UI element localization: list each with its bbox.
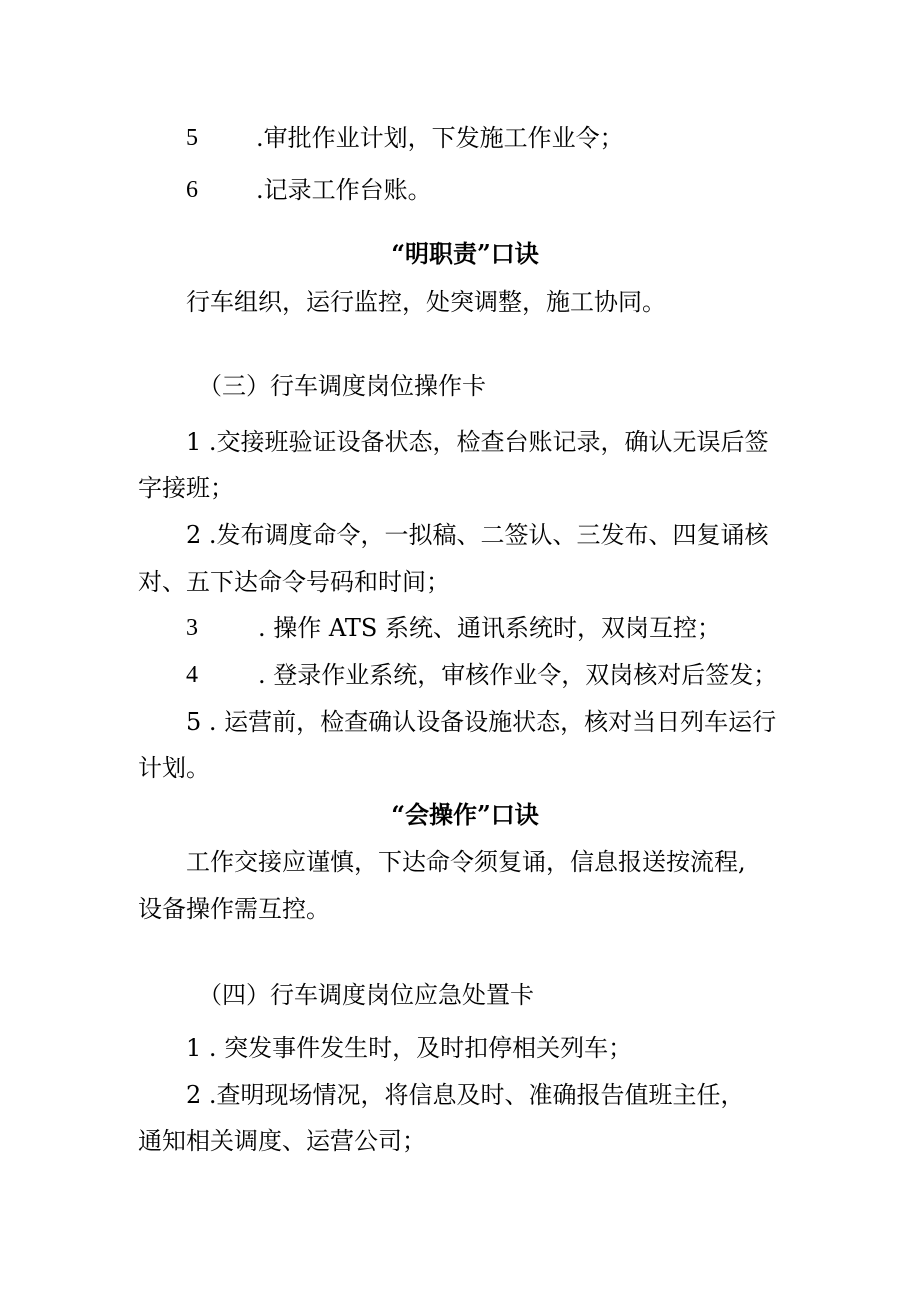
section-title-emergency-card: （四）行车调度岗位应急处置卡 (198, 981, 534, 1009)
list-item-text: 字接班； (138, 474, 234, 502)
list-item-text: 2 .发布调度命令，一拟稿、二签认、三发布、四复诵核 (186, 521, 769, 549)
list-item-text: . 登录作业系统，审核作业令，双岗核对后签发； (258, 661, 778, 689)
section-title-operation-card: （三）行车调度岗位操作卡 (198, 372, 486, 400)
motto-body: 行车组织，运行监控，处突调整，施工协同。 (186, 288, 666, 316)
list-number: 5 (186, 125, 198, 151)
motto-body: 工作交接应谨慎，下达命令须复诵，信息报送按流程, (186, 848, 746, 876)
list-item-text: 计划。 (138, 754, 210, 782)
list-item-text: 1 .交接班验证设备状态，检查台账记录，确认无误后签 (186, 428, 769, 456)
list-item-text: . 操作 ATS 系统、通讯系统时，双岗互控； (258, 614, 721, 642)
list-item-text: .记录工作台账。 (256, 176, 432, 204)
motto-heading-operate: “会操作”口诀 (391, 800, 539, 829)
list-number: 6 (186, 177, 198, 203)
list-number: 3 (186, 615, 198, 641)
motto-body: 设备操作需互控。 (138, 895, 330, 923)
motto-heading-clarify-duties: “明职责”口诀 (391, 239, 539, 268)
list-number: 4 (186, 662, 198, 688)
list-item-text: 2 .查明现场情况，将信息及时、准确报告值班主任， (186, 1081, 745, 1109)
list-item-text: 5 . 运营前，检查确认设备设施状态，核对当日列车运行 (186, 708, 777, 736)
list-item-text: 通知相关调度、运营公司； (138, 1127, 426, 1155)
list-item-text: 1 . 突发事件发生时，及时扣停相关列车； (186, 1034, 633, 1062)
list-item-text: .审批作业计划，下发施工作业令； (256, 124, 624, 152)
list-item-text: 对、五下达命令号码和时间； (138, 568, 450, 596)
